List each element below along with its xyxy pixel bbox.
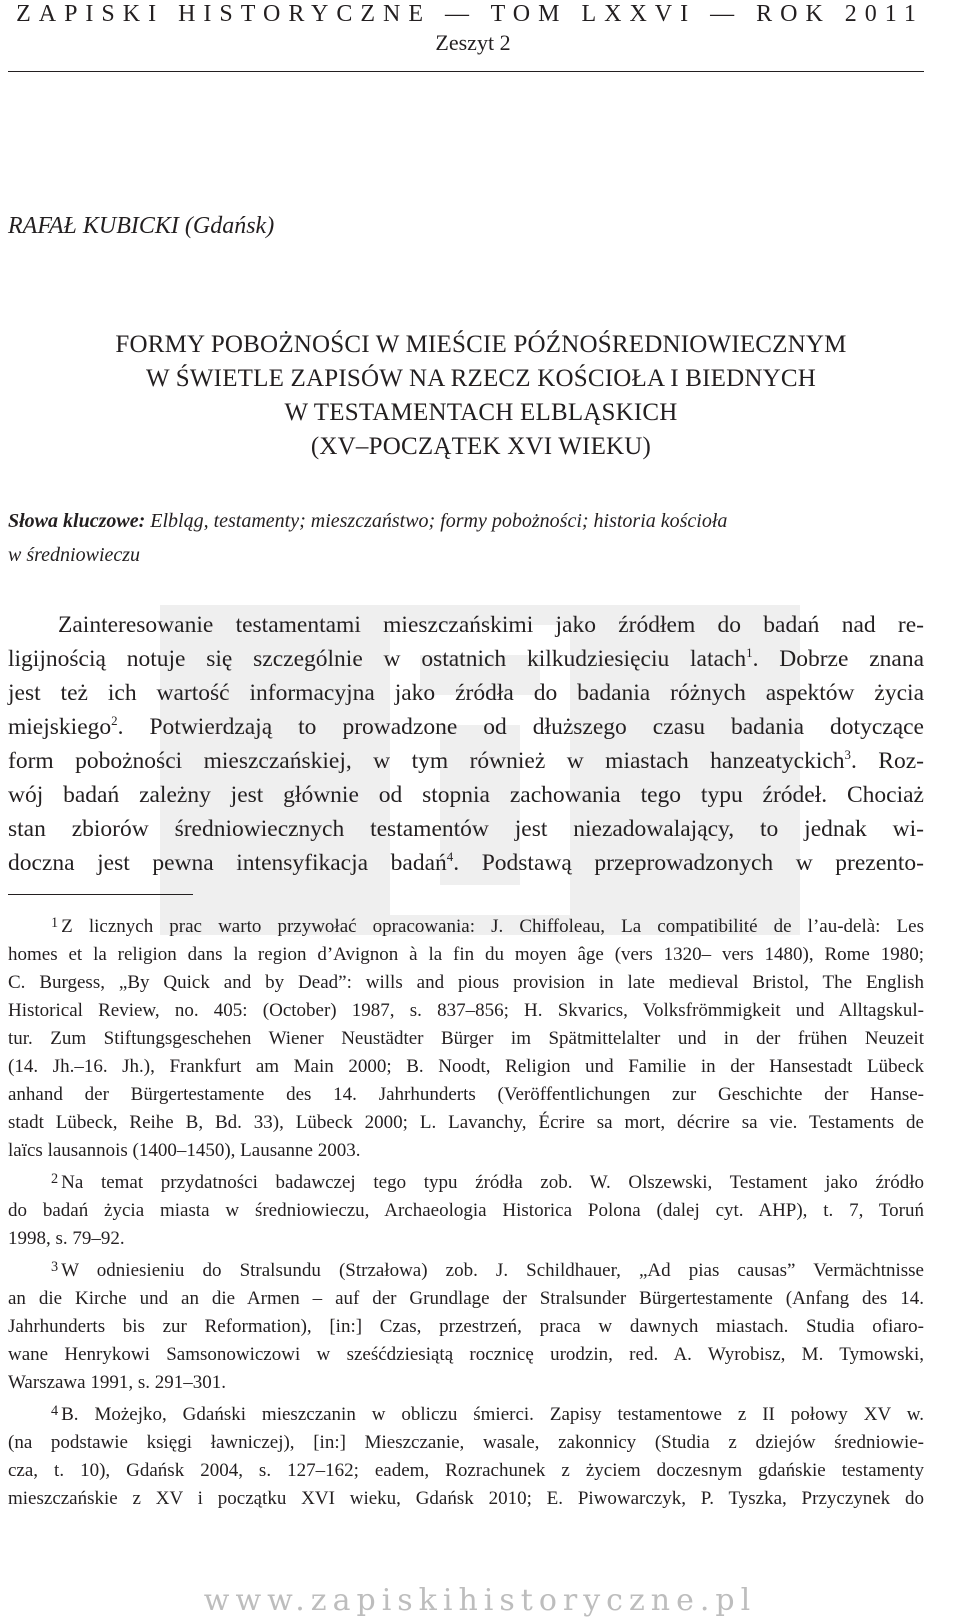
footnote-line: $^4$ B. Możejko, Gdański mieszczanin w obliczu śmierci. Zapisy testamentowe z II połowy XV w. — [51, 1402, 924, 1425]
issue-number: Zeszyt 2 — [435, 30, 511, 55]
footnote-line: do badań życia miasta w średniowieczu, Archaeologia Historica Polona (dalej cyt. AHP), t. 7, Toruń — [8, 1199, 924, 1221]
footnote-line: $^1$ Z licznych prac warto przywołać opracowania: J. Chiffoleau, La compatibilité de l’au-delà: Les — [51, 915, 924, 937]
footnote-line: (14. Jh.–16. Jh.), Frankfurt am Main 2000; B. Noodt, Religion und Familie in der Hansestadt Lübeck — [8, 1055, 924, 1077]
footnote-line: homes et la religion dans la region d’Avignon à la fin du moyen âge (vers 1320– vers 1480), Rome 1980; — [8, 943, 924, 965]
article-title — [8, 328, 924, 464]
footnote-rule — [8, 894, 193, 895]
body-line: jest też ich wartość informacyjna jako źródła do badania różnych aspektów życia — [8, 680, 924, 706]
footnote-line: $^2$ Na temat przydatności badawczej tego typu źródła zob. W. Olszewski, Testament jako źródło — [51, 1170, 924, 1193]
title-line: FORMY POBOŻNOŚCI W MIEŚCIE PÓŹNOŚREDNIOWIECZNYM — [115, 331, 847, 358]
keywords-line: w średniowieczu — [8, 544, 141, 566]
header-rule — [8, 71, 924, 72]
footnote-line: (na podstawie księgi ławniczej), [in:] Mieszczanie, wasale, zakonnicy (Studia z dziejów średniowie- — [8, 1431, 924, 1453]
title-line: (XV–POCZĄTEK XVI WIEKU) — [310, 433, 652, 460]
body-line: form pobożności mieszczańskiej, w tym również w miastach hanzeatyckich$^3$. Roz- — [8, 746, 924, 774]
footnote-line: anhand der Bürgertestamente des 14. Jahrhunderts (Veröffentlichungen zur Geschichte der Hanse- — [8, 1083, 924, 1105]
footnote-3 — [8, 1253, 924, 1397]
footnote-4 — [8, 1397, 924, 1513]
footnotes — [8, 909, 924, 1513]
footnote-ref[interactable]: 1 — [746, 644, 753, 660]
keywords-line — [8, 504, 924, 538]
title-line: W ŚWIETLE ZAPISÓW NA RZECZ KOŚCIOŁA I BIEDNYCH — [145, 365, 817, 392]
footnote-line: 1998, s. 79–92. — [8, 1227, 125, 1249]
author-name: RAFAŁ KUBICKI (Gdańsk) — [8, 213, 275, 239]
body-paragraph — [8, 608, 924, 880]
footnote-number: 2 — [51, 1170, 59, 1187]
footnote-ref[interactable]: 2 — [111, 712, 118, 728]
body-line: wój badań zależny jest głównie od stopnia zachowania tego typu źródeł. Chociaż — [8, 782, 924, 808]
running-head: ZAPISKI HISTORYCZNE — TOM LXXVI — ROK 2011 — [16, 1, 924, 27]
footnote-number: 3 — [51, 1258, 59, 1275]
footnote-line: Historical Review, no. 405: (October) 1987, s. 837–856; H. Skvarics, Volksfrömmigkeit und Alltagskul- — [8, 999, 924, 1021]
title-line: W TESTAMENTACH ELBLĄSKICH — [284, 399, 678, 426]
footnote-line: laïcs lausannois (1400–1450), Lausanne 2003. — [8, 1139, 361, 1161]
footnote-line: wane Henrykowi Samsonowiczowi w sześćdziesiątą rocznicę urodzin, red. A. Wyrobisz, M. Tymowski, — [8, 1343, 924, 1365]
footnote-ref[interactable]: 3 — [844, 746, 851, 762]
body-line: miejskiego$^2$. Potwierdzają to prowadzone od dłuższego czasu badania dotyczące — [8, 712, 924, 740]
keywords-label: Słowa kluczowe: — [8, 510, 146, 532]
footnote-line: Warszawa 1991, s. 291–301. — [8, 1371, 226, 1393]
footnote-line: Jahrhunderts bis zur Reformation), [in:] Czas, przestrzeń, praca w dawnych miastach. Studia ofiaro- — [8, 1315, 924, 1337]
body-line: stan zbiorów średniowiecznych testamentów jest niezadowalający, to jednak wi- — [8, 816, 924, 842]
footnote-line: $^3$ W odniesieniu do Stralsundu (Strzałowa) zob. J. Schildhauer, „Ad pias causas” Vermächtnisse — [51, 1258, 924, 1281]
footnote-number: 4 — [51, 1402, 59, 1419]
keywords-text: Elbląg, testamenty; mieszczaństwo; formy pobożności; historia kościoła — [145, 510, 728, 532]
footnote-line: cza, t. 10), Gdańsk 2004, s. 127–162; eadem, Rozrachunek z życiem doczesnym gdańskie testamenty — [8, 1459, 924, 1481]
footnote-line: stadt Lübeck, Reihe B, Bd. 33), Lübeck 2000; L. Lavanchy, Écrire sa mort, décrire sa vie. Testaments de — [8, 1111, 924, 1133]
body-line: ligijnością notuje się szczególnie w ostatnich kilkudziesięciu latach$^1$. Dobrze znana — [8, 644, 924, 672]
footnote-1 — [8, 909, 924, 1165]
footnote-line: C. Burgess, „By Quick and by Dead”: wills and pious provision in late medieval Bristol, The English — [8, 971, 924, 993]
journal-website-url[interactable]: www.zapiskihistoryczne.pl — [203, 1583, 757, 1618]
footnote-line: mieszczańskie z XV i początku XVI wieku, Gdańsk 2010; E. Piwowarczyk, P. Tyszka, Przyczynek do — [8, 1487, 924, 1509]
footnote-ref[interactable]: 4 — [446, 848, 454, 864]
body-line: Zainteresowanie testamentami mieszczańskimi jako źródłem do badań nad re- — [58, 612, 924, 638]
footnote-line: tur. Zum Stiftungsgeschehen Wiener Neustädter Bürger im Spätmittelalter und in der frühen Neuzeit — [8, 1027, 924, 1049]
keywords — [8, 504, 924, 572]
body-line: doczna jest pewna intensyfikacja badań$^4$. Podstawą przeprowadzonych w prezento- — [8, 848, 924, 876]
footnote-2 — [8, 1165, 924, 1253]
footnote-number: 1 — [51, 915, 59, 931]
footnote-line: an die Kirche und an die Armen – auf der Grundlage der Stralsunder Bürgertestamente (Anfang des 14. — [8, 1287, 924, 1309]
